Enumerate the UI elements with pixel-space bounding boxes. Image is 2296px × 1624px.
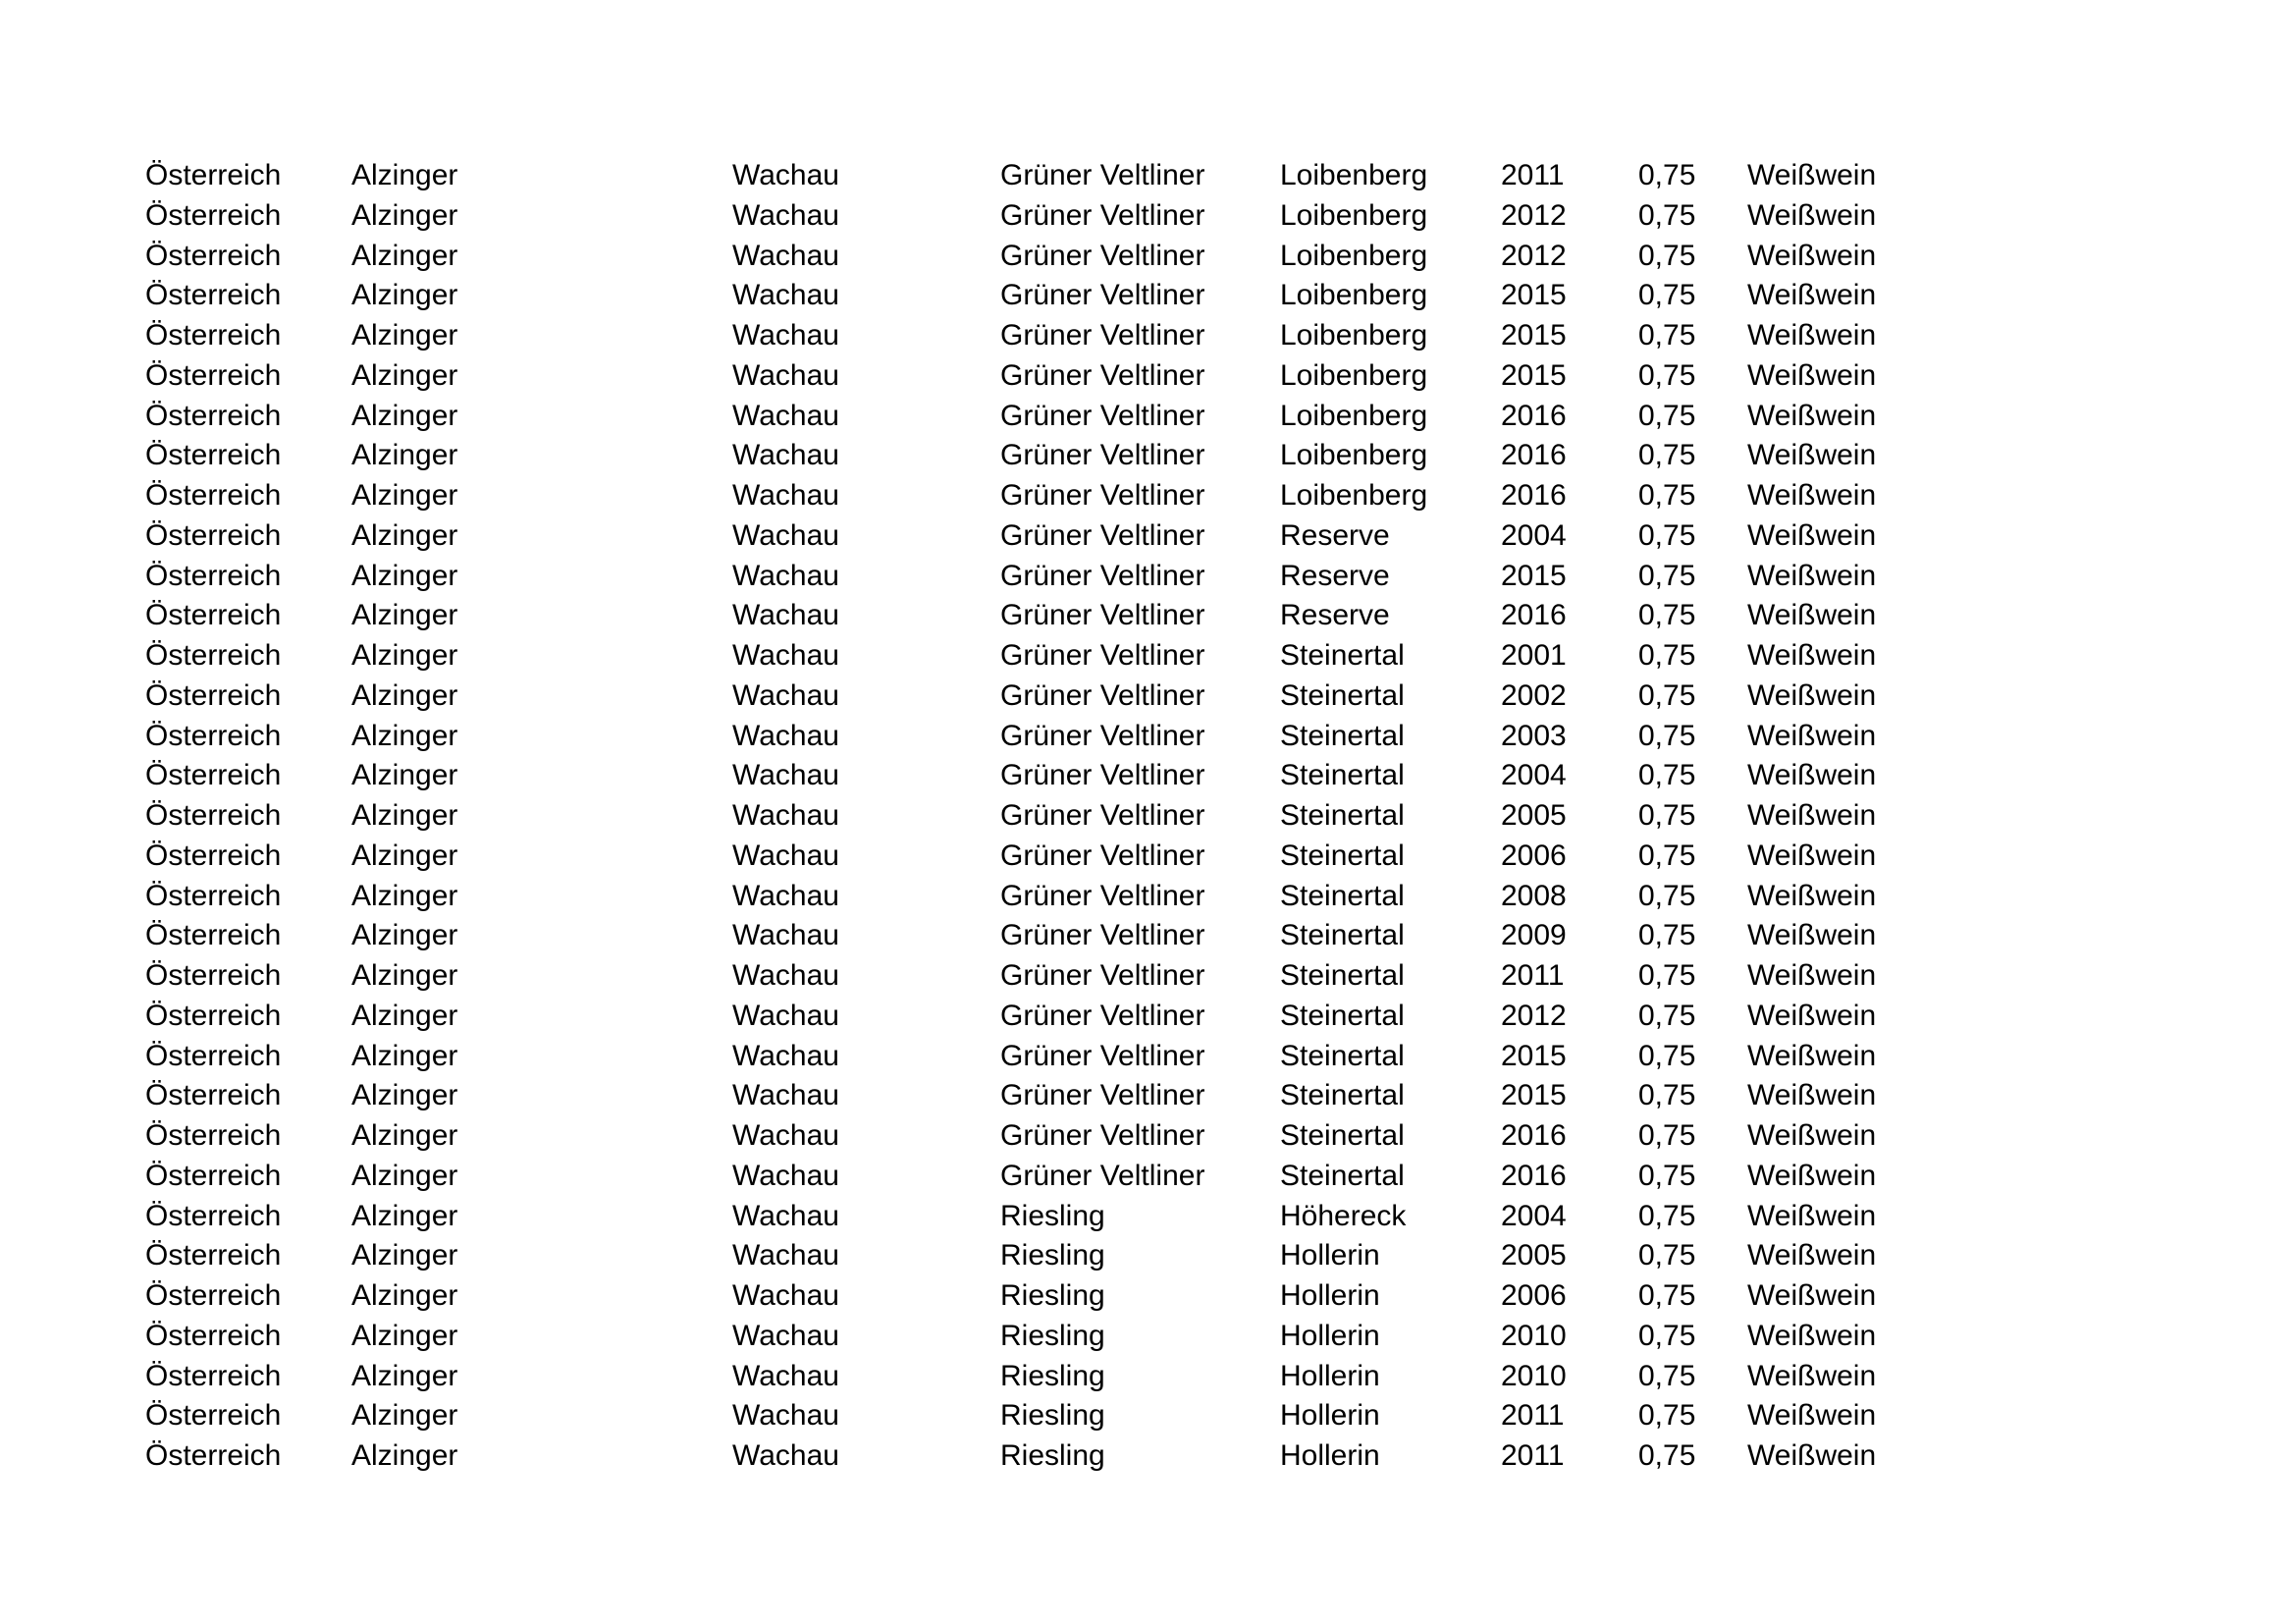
region-cell: Wachau: [732, 319, 839, 352]
table-row: [145, 596, 1904, 636]
bottle-size-cell: 0,75: [1638, 399, 1696, 432]
vintage-cell: 2009: [1501, 919, 1567, 952]
grape-cell: Grüner Veltliner: [1000, 999, 1205, 1032]
bottle-size-cell: 0,75: [1638, 1439, 1696, 1472]
region-cell: Wachau: [732, 678, 839, 712]
bottle-size-cell: 0,75: [1638, 239, 1696, 272]
country-cell: Österreich: [145, 678, 282, 712]
vintage-cell: 2006: [1501, 1279, 1567, 1312]
producer-cell: Alzinger: [351, 439, 458, 472]
table-row: [145, 156, 1904, 196]
bottle-size-cell: 0,75: [1638, 1239, 1696, 1272]
producer-cell: Alzinger: [351, 1039, 458, 1072]
table-row: [145, 276, 1904, 316]
vintage-cell: 2003: [1501, 719, 1567, 752]
country-cell: Österreich: [145, 559, 282, 592]
country-cell: Österreich: [145, 999, 282, 1032]
bottle-size-cell: 0,75: [1638, 559, 1696, 592]
bottle-size-cell: 0,75: [1638, 518, 1696, 552]
grape-cell: Grüner Veltliner: [1000, 399, 1205, 432]
region-cell: Wachau: [732, 198, 839, 232]
grape-cell: Riesling: [1000, 1359, 1105, 1392]
producer-cell: Alzinger: [351, 518, 458, 552]
grape-cell: Grüner Veltliner: [1000, 678, 1205, 712]
bottle-size-cell: 0,75: [1638, 1079, 1696, 1112]
wine-type-cell: Weißwein: [1747, 1039, 1877, 1072]
wine-type-cell: Weißwein: [1747, 678, 1877, 712]
vintage-cell: 2015: [1501, 279, 1567, 312]
country-cell: Österreich: [145, 839, 282, 872]
table-row: [145, 1396, 1904, 1436]
vintage-cell: 2016: [1501, 599, 1567, 632]
site-cell: Loibenberg: [1280, 279, 1428, 312]
site-cell: Steinertal: [1280, 879, 1405, 912]
region-cell: Wachau: [732, 639, 839, 672]
producer-cell: Alzinger: [351, 1359, 458, 1392]
region-cell: Wachau: [732, 759, 839, 792]
wine-type-cell: Weißwein: [1747, 1159, 1877, 1192]
table-row: [145, 557, 1904, 597]
site-cell: Loibenberg: [1280, 358, 1428, 392]
producer-cell: Alzinger: [351, 1239, 458, 1272]
grape-cell: Riesling: [1000, 1319, 1105, 1352]
bottle-size-cell: 0,75: [1638, 358, 1696, 392]
bottle-size-cell: 0,75: [1638, 678, 1696, 712]
country-cell: Österreich: [145, 1239, 282, 1272]
table-row: [145, 1037, 1904, 1077]
table-row: [145, 476, 1904, 516]
country-cell: Österreich: [145, 239, 282, 272]
site-cell: Loibenberg: [1280, 159, 1428, 191]
vintage-cell: 2015: [1501, 559, 1567, 592]
table-row: [145, 356, 1904, 397]
producer-cell: Alzinger: [351, 399, 458, 432]
wine-type-cell: Weißwein: [1747, 319, 1877, 352]
country-cell: Österreich: [145, 399, 282, 432]
wine-type-cell: Weißwein: [1747, 198, 1877, 232]
grape-cell: Grüner Veltliner: [1000, 839, 1205, 872]
wine-type-cell: Weißwein: [1747, 1119, 1877, 1152]
region-cell: Wachau: [732, 439, 839, 472]
table-row: [145, 1197, 1904, 1237]
vintage-cell: 2004: [1501, 518, 1567, 552]
vintage-cell: 2011: [1501, 159, 1565, 191]
region-cell: Wachau: [732, 879, 839, 912]
grape-cell: Grüner Veltliner: [1000, 1039, 1205, 1072]
producer-cell: Alzinger: [351, 639, 458, 672]
bottle-size-cell: 0,75: [1638, 198, 1696, 232]
region-cell: Wachau: [732, 919, 839, 952]
table-row: [145, 1276, 1904, 1317]
producer-cell: Alzinger: [351, 479, 458, 512]
grape-cell: Grüner Veltliner: [1000, 518, 1205, 552]
table-row: [145, 1157, 1904, 1197]
country-cell: Österreich: [145, 1399, 282, 1433]
wine-type-cell: Weißwein: [1747, 1359, 1877, 1392]
table-row: [145, 756, 1904, 796]
producer-cell: Alzinger: [351, 1079, 458, 1112]
wine-type-cell: Weißwein: [1747, 919, 1877, 952]
wine-type-cell: Weißwein: [1747, 759, 1877, 792]
bottle-size-cell: 0,75: [1638, 1319, 1696, 1352]
vintage-cell: 2004: [1501, 759, 1567, 792]
site-cell: Steinertal: [1280, 1119, 1405, 1152]
table-row: [145, 1236, 1904, 1276]
bottle-size-cell: 0,75: [1638, 279, 1696, 312]
country-cell: Österreich: [145, 1039, 282, 1072]
grape-cell: Grüner Veltliner: [1000, 239, 1205, 272]
vintage-cell: 2002: [1501, 678, 1567, 712]
bottle-size-cell: 0,75: [1638, 1279, 1696, 1312]
table-row: [145, 1076, 1904, 1116]
country-cell: Österreich: [145, 919, 282, 952]
country-cell: Österreich: [145, 1119, 282, 1152]
vintage-cell: 2012: [1501, 198, 1567, 232]
wine-type-cell: Weißwein: [1747, 518, 1877, 552]
region-cell: Wachau: [732, 399, 839, 432]
region-cell: Wachau: [732, 1279, 839, 1312]
vintage-cell: 2015: [1501, 1079, 1567, 1112]
region-cell: Wachau: [732, 1319, 839, 1352]
producer-cell: Alzinger: [351, 1279, 458, 1312]
table-row: [145, 1436, 1904, 1477]
region-cell: Wachau: [732, 1439, 839, 1472]
grape-cell: Grüner Veltliner: [1000, 439, 1205, 472]
bottle-size-cell: 0,75: [1638, 1039, 1696, 1072]
wine-type-cell: Weißwein: [1747, 879, 1877, 912]
country-cell: Österreich: [145, 799, 282, 832]
table-row: [145, 796, 1904, 837]
wine-list-table: [145, 156, 1904, 1477]
grape-cell: Grüner Veltliner: [1000, 959, 1205, 992]
wine-type-cell: Weißwein: [1747, 1439, 1877, 1472]
site-cell: Steinertal: [1280, 1079, 1405, 1112]
site-cell: Steinertal: [1280, 719, 1405, 752]
country-cell: Österreich: [145, 279, 282, 312]
site-cell: Steinertal: [1280, 959, 1405, 992]
region-cell: Wachau: [732, 999, 839, 1032]
country-cell: Österreich: [145, 518, 282, 552]
grape-cell: Grüner Veltliner: [1000, 719, 1205, 752]
bottle-size-cell: 0,75: [1638, 1199, 1696, 1232]
site-cell: Loibenberg: [1280, 439, 1428, 472]
wine-type-cell: Weißwein: [1747, 279, 1877, 312]
table-row: [145, 1357, 1904, 1397]
wine-type-cell: Weißwein: [1747, 1079, 1877, 1112]
grape-cell: Riesling: [1000, 1399, 1105, 1433]
bottle-size-cell: 0,75: [1638, 839, 1696, 872]
vintage-cell: 2016: [1501, 479, 1567, 512]
wine-type-cell: Weißwein: [1747, 399, 1877, 432]
site-cell: Steinertal: [1280, 678, 1405, 712]
vintage-cell: 2010: [1501, 1319, 1567, 1352]
bottle-size-cell: 0,75: [1638, 639, 1696, 672]
vintage-cell: 2006: [1501, 839, 1567, 872]
table-row: [145, 677, 1904, 717]
table-row: [145, 1116, 1904, 1157]
producer-cell: Alzinger: [351, 1399, 458, 1433]
bottle-size-cell: 0,75: [1638, 799, 1696, 832]
wine-type-cell: Weißwein: [1747, 239, 1877, 272]
producer-cell: Alzinger: [351, 719, 458, 752]
country-cell: Österreich: [145, 1279, 282, 1312]
bottle-size-cell: 0,75: [1638, 759, 1696, 792]
site-cell: Loibenberg: [1280, 399, 1428, 432]
vintage-cell: 2012: [1501, 239, 1567, 272]
vintage-cell: 2015: [1501, 319, 1567, 352]
site-cell: Reserve: [1280, 599, 1390, 632]
site-cell: Loibenberg: [1280, 239, 1428, 272]
country-cell: Österreich: [145, 198, 282, 232]
grape-cell: Grüner Veltliner: [1000, 759, 1205, 792]
country-cell: Österreich: [145, 358, 282, 392]
country-cell: Österreich: [145, 479, 282, 512]
table-row: [145, 516, 1904, 557]
vintage-cell: 2016: [1501, 439, 1567, 472]
region-cell: Wachau: [732, 1119, 839, 1152]
region-cell: Wachau: [732, 1399, 839, 1433]
grape-cell: Riesling: [1000, 1239, 1105, 1272]
country-cell: Österreich: [145, 1159, 282, 1192]
grape-cell: Grüner Veltliner: [1000, 559, 1205, 592]
producer-cell: Alzinger: [351, 1199, 458, 1232]
site-cell: Reserve: [1280, 518, 1390, 552]
producer-cell: Alzinger: [351, 959, 458, 992]
producer-cell: Alzinger: [351, 319, 458, 352]
producer-cell: Alzinger: [351, 239, 458, 272]
grape-cell: Grüner Veltliner: [1000, 919, 1205, 952]
table-row: [145, 717, 1904, 757]
region-cell: Wachau: [732, 599, 839, 632]
producer-cell: Alzinger: [351, 159, 458, 191]
wine-type-cell: Weißwein: [1747, 1399, 1877, 1433]
bottle-size-cell: 0,75: [1638, 999, 1696, 1032]
producer-cell: Alzinger: [351, 759, 458, 792]
site-cell: Steinertal: [1280, 759, 1405, 792]
vintage-cell: 2001: [1501, 639, 1567, 672]
bottle-size-cell: 0,75: [1638, 1159, 1696, 1192]
region-cell: Wachau: [732, 719, 839, 752]
country-cell: Österreich: [145, 159, 282, 191]
vintage-cell: 2008: [1501, 879, 1567, 912]
site-cell: Steinertal: [1280, 1039, 1405, 1072]
region-cell: Wachau: [732, 839, 839, 872]
region-cell: Wachau: [732, 518, 839, 552]
producer-cell: Alzinger: [351, 599, 458, 632]
site-cell: Steinertal: [1280, 839, 1405, 872]
grape-cell: Grüner Veltliner: [1000, 879, 1205, 912]
wine-type-cell: Weißwein: [1747, 839, 1877, 872]
country-cell: Österreich: [145, 1199, 282, 1232]
vintage-cell: 2015: [1501, 358, 1567, 392]
site-cell: Hollerin: [1280, 1439, 1380, 1472]
producer-cell: Alzinger: [351, 879, 458, 912]
producer-cell: Alzinger: [351, 999, 458, 1032]
producer-cell: Alzinger: [351, 279, 458, 312]
grape-cell: Grüner Veltliner: [1000, 159, 1205, 191]
table-row: [145, 1317, 1904, 1357]
wine-type-cell: Weißwein: [1747, 1319, 1877, 1352]
grape-cell: Grüner Veltliner: [1000, 799, 1205, 832]
grape-cell: Grüner Veltliner: [1000, 358, 1205, 392]
table-row: [145, 956, 1904, 997]
grape-cell: Grüner Veltliner: [1000, 1159, 1205, 1192]
region-cell: Wachau: [732, 1239, 839, 1272]
vintage-cell: 2016: [1501, 1119, 1567, 1152]
bottle-size-cell: 0,75: [1638, 919, 1696, 952]
bottle-size-cell: 0,75: [1638, 719, 1696, 752]
region-cell: Wachau: [732, 279, 839, 312]
grape-cell: Grüner Veltliner: [1000, 1119, 1205, 1152]
bottle-size-cell: 0,75: [1638, 1119, 1696, 1152]
wine-type-cell: Weißwein: [1747, 999, 1877, 1032]
wine-type-cell: Weißwein: [1747, 439, 1877, 472]
site-cell: Steinertal: [1280, 1159, 1405, 1192]
bottle-size-cell: 0,75: [1638, 439, 1696, 472]
table-row: [145, 316, 1904, 356]
wine-type-cell: Weißwein: [1747, 1279, 1877, 1312]
region-cell: Wachau: [732, 1199, 839, 1232]
wine-type-cell: Weißwein: [1747, 599, 1877, 632]
grape-cell: Riesling: [1000, 1279, 1105, 1312]
vintage-cell: 2005: [1501, 1239, 1567, 1272]
grape-cell: Riesling: [1000, 1439, 1105, 1472]
region-cell: Wachau: [732, 358, 839, 392]
region-cell: Wachau: [732, 479, 839, 512]
bottle-size-cell: 0,75: [1638, 319, 1696, 352]
site-cell: Hollerin: [1280, 1359, 1380, 1392]
bottle-size-cell: 0,75: [1638, 1399, 1696, 1433]
table-row: [145, 916, 1904, 956]
producer-cell: Alzinger: [351, 559, 458, 592]
producer-cell: Alzinger: [351, 358, 458, 392]
grape-cell: Grüner Veltliner: [1000, 198, 1205, 232]
table-row: [145, 436, 1904, 476]
country-cell: Österreich: [145, 1439, 282, 1472]
site-cell: Höhereck: [1280, 1199, 1407, 1232]
country-cell: Österreich: [145, 319, 282, 352]
producer-cell: Alzinger: [351, 198, 458, 232]
country-cell: Österreich: [145, 759, 282, 792]
vintage-cell: 2005: [1501, 799, 1567, 832]
vintage-cell: 2011: [1501, 1399, 1565, 1433]
vintage-cell: 2011: [1501, 1439, 1565, 1472]
vintage-cell: 2004: [1501, 1199, 1567, 1232]
region-cell: Wachau: [732, 799, 839, 832]
country-cell: Österreich: [145, 959, 282, 992]
table-row: [145, 997, 1904, 1037]
vintage-cell: 2012: [1501, 999, 1567, 1032]
bottle-size-cell: 0,75: [1638, 879, 1696, 912]
bottle-size-cell: 0,75: [1638, 959, 1696, 992]
wine-type-cell: Weißwein: [1747, 1239, 1877, 1272]
region-cell: Wachau: [732, 239, 839, 272]
country-cell: Österreich: [145, 1359, 282, 1392]
vintage-cell: 2016: [1501, 1159, 1567, 1192]
producer-cell: Alzinger: [351, 799, 458, 832]
producer-cell: Alzinger: [351, 839, 458, 872]
grape-cell: Grüner Veltliner: [1000, 479, 1205, 512]
bottle-size-cell: 0,75: [1638, 479, 1696, 512]
region-cell: Wachau: [732, 1079, 839, 1112]
site-cell: Hollerin: [1280, 1279, 1380, 1312]
producer-cell: Alzinger: [351, 1119, 458, 1152]
site-cell: Loibenberg: [1280, 479, 1428, 512]
site-cell: Hollerin: [1280, 1239, 1380, 1272]
grape-cell: Grüner Veltliner: [1000, 639, 1205, 672]
wine-type-cell: Weißwein: [1747, 559, 1877, 592]
vintage-cell: 2015: [1501, 1039, 1567, 1072]
producer-cell: Alzinger: [351, 1439, 458, 1472]
country-cell: Österreich: [145, 719, 282, 752]
region-cell: Wachau: [732, 959, 839, 992]
wine-list-body: [145, 156, 1904, 1477]
grape-cell: Grüner Veltliner: [1000, 319, 1205, 352]
table-row: [145, 636, 1904, 677]
wine-type-cell: Weißwein: [1747, 358, 1877, 392]
country-cell: Österreich: [145, 1079, 282, 1112]
region-cell: Wachau: [732, 1359, 839, 1392]
grape-cell: Grüner Veltliner: [1000, 279, 1205, 312]
bottle-size-cell: 0,75: [1638, 159, 1696, 191]
producer-cell: Alzinger: [351, 678, 458, 712]
grape-cell: Grüner Veltliner: [1000, 1079, 1205, 1112]
table-row: [145, 837, 1904, 877]
site-cell: Steinertal: [1280, 639, 1405, 672]
site-cell: Hollerin: [1280, 1399, 1380, 1433]
wine-type-cell: Weißwein: [1747, 159, 1877, 191]
site-cell: Loibenberg: [1280, 198, 1428, 232]
table-row: [145, 877, 1904, 917]
country-cell: Österreich: [145, 439, 282, 472]
region-cell: Wachau: [732, 559, 839, 592]
wine-type-cell: Weißwein: [1747, 799, 1877, 832]
region-cell: Wachau: [732, 1039, 839, 1072]
country-cell: Österreich: [145, 879, 282, 912]
grape-cell: Riesling: [1000, 1199, 1105, 1232]
wine-type-cell: Weißwein: [1747, 639, 1877, 672]
vintage-cell: 2011: [1501, 959, 1565, 992]
producer-cell: Alzinger: [351, 1319, 458, 1352]
wine-type-cell: Weißwein: [1747, 479, 1877, 512]
country-cell: Österreich: [145, 1319, 282, 1352]
table-row: [145, 237, 1904, 277]
country-cell: Österreich: [145, 639, 282, 672]
table-row: [145, 397, 1904, 437]
producer-cell: Alzinger: [351, 919, 458, 952]
site-cell: Hollerin: [1280, 1319, 1380, 1352]
site-cell: Steinertal: [1280, 799, 1405, 832]
region-cell: Wachau: [732, 1159, 839, 1192]
wine-type-cell: Weißwein: [1747, 1199, 1877, 1232]
site-cell: Loibenberg: [1280, 319, 1428, 352]
table-row: [145, 196, 1904, 237]
bottle-size-cell: 0,75: [1638, 599, 1696, 632]
vintage-cell: 2010: [1501, 1359, 1567, 1392]
region-cell: Wachau: [732, 159, 839, 191]
country-cell: Österreich: [145, 599, 282, 632]
site-cell: Steinertal: [1280, 999, 1405, 1032]
wine-type-cell: Weißwein: [1747, 719, 1877, 752]
site-cell: Steinertal: [1280, 919, 1405, 952]
vintage-cell: 2016: [1501, 399, 1567, 432]
site-cell: Reserve: [1280, 559, 1390, 592]
producer-cell: Alzinger: [351, 1159, 458, 1192]
bottle-size-cell: 0,75: [1638, 1359, 1696, 1392]
grape-cell: Grüner Veltliner: [1000, 599, 1205, 632]
wine-type-cell: Weißwein: [1747, 959, 1877, 992]
